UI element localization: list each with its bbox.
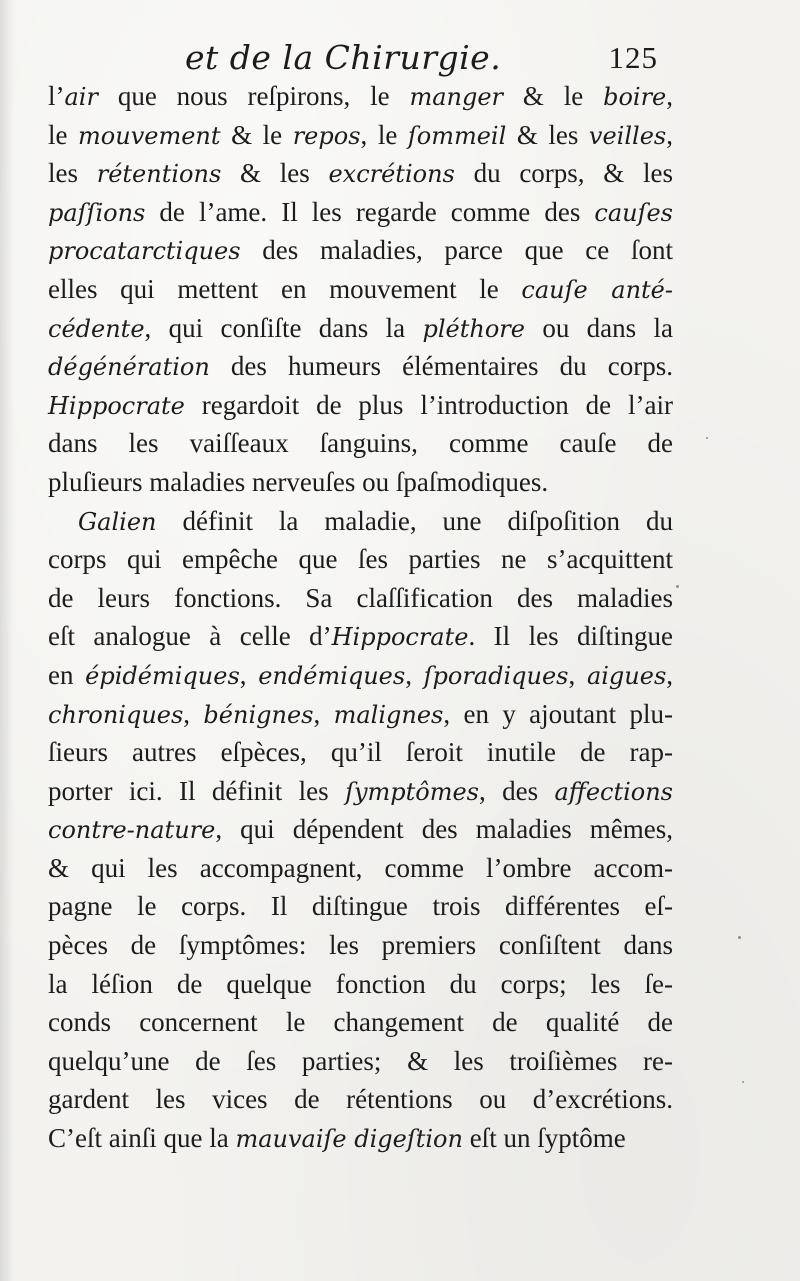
text-run: eſt analogue à celle d’ xyxy=(48,621,332,652)
italic-term: excrétions xyxy=(328,160,455,189)
text-line xyxy=(48,579,673,618)
italic-term: ſymptômes xyxy=(345,777,479,806)
text-run: de l’ame. Il les regarde comme des xyxy=(145,196,595,227)
text-run: , xyxy=(183,698,204,729)
italic-term: cédente xyxy=(48,314,145,343)
ink-speck xyxy=(706,437,708,439)
text-line xyxy=(48,926,673,965)
text-line xyxy=(48,347,673,386)
italic-term: Hippocrate xyxy=(48,391,185,420)
text-line xyxy=(48,424,673,463)
text-run: , xyxy=(239,659,259,690)
text-run: ſieurs autres eſpèces, qu’il ſeroit inutile de rap- xyxy=(48,737,673,768)
text-line xyxy=(48,502,673,541)
italic-term: ſporadiques xyxy=(423,661,569,690)
text-run: gardent les vices de rétentions ou d’excrétions. xyxy=(48,1084,673,1115)
text-line xyxy=(48,154,673,193)
text-run: , xyxy=(666,81,673,111)
italic-term: chroniques xyxy=(48,700,184,729)
italic-term: affections xyxy=(554,777,673,806)
italic-term: cauſe anté- xyxy=(521,275,673,304)
text-run: regardoit de plus l’introduction de l’air xyxy=(184,389,673,420)
italic-term: contre-nature xyxy=(48,816,216,845)
text-run: & les xyxy=(221,158,329,189)
text-line xyxy=(48,463,673,502)
text-run: que nous reſpirons, le xyxy=(97,81,410,111)
text-line xyxy=(48,810,673,849)
text-run: dans les vaiſſeaux ſanguins, comme cauſe de xyxy=(48,428,673,459)
text-run: de leurs fonctions. Sa claſſification des maladies xyxy=(48,582,673,613)
text-line xyxy=(48,1003,673,1042)
italic-term: mauvaiſe digeſtion xyxy=(235,1125,463,1154)
text-line xyxy=(48,193,673,232)
italic-term: mouvement xyxy=(78,121,221,150)
text-run: , des xyxy=(479,775,555,806)
body-text xyxy=(48,77,673,1158)
italic-term: rétentions xyxy=(96,160,222,189)
text-run: , en y ajoutant plu- xyxy=(443,698,674,729)
text-run: pèces de ſymptômes: les premiers conſiſtent dans xyxy=(48,930,673,961)
text-line xyxy=(48,772,673,811)
text-line xyxy=(48,1119,673,1158)
italic-term: paſſions xyxy=(48,198,146,227)
text-line xyxy=(48,1042,673,1081)
text-line xyxy=(48,77,673,116)
text-run: & qui les accompagnent, comme l’ombre accom- xyxy=(48,852,673,883)
text-run: & les xyxy=(506,119,589,150)
text-line xyxy=(48,1080,673,1119)
italic-term: air xyxy=(64,83,98,111)
text-line xyxy=(48,656,673,695)
text-line xyxy=(48,887,673,926)
page-edge-shadow xyxy=(0,0,14,1281)
text-run: C’eſt ainſi que la xyxy=(48,1123,236,1154)
text-line xyxy=(48,617,673,656)
italic-term: aigues xyxy=(586,661,667,690)
text-run: pluſieurs maladies nerveuſes ou ſpaſmodiques. xyxy=(48,466,549,497)
text-run: le xyxy=(48,119,79,150)
text-run: , xyxy=(666,119,673,150)
italic-term: boire xyxy=(603,83,667,111)
text-run: , le xyxy=(360,119,408,150)
text-line xyxy=(48,270,673,309)
text-line xyxy=(48,733,673,772)
ink-speck xyxy=(738,936,741,939)
italic-term: veilles xyxy=(588,121,667,150)
italic-term: cauſes xyxy=(594,198,673,227)
text-run: , xyxy=(313,698,334,729)
italic-term: malignes xyxy=(333,700,444,729)
italic-term: pléthore xyxy=(422,314,525,343)
text-run: des maladies, parce que ce ſont xyxy=(240,235,673,266)
text-line xyxy=(48,116,673,155)
italic-term: endémiques xyxy=(258,661,406,690)
text-run: , xyxy=(568,659,587,690)
text-run: , xyxy=(405,659,424,690)
italic-term: Hippocrate xyxy=(331,623,469,652)
text-run: les xyxy=(48,158,97,189)
text-run: en xyxy=(48,659,86,690)
italic-term: ſommeil xyxy=(407,121,507,150)
text-line xyxy=(48,540,673,579)
italic-term: repos xyxy=(292,121,361,150)
text-run: , qui dépendent des maladies mêmes, xyxy=(215,814,673,845)
running-title: et de la Chirurgie. xyxy=(185,38,502,77)
text-run: pagne le corps. Il diſtingue trois différentes eſ- xyxy=(48,891,673,922)
italic-term: bénignes xyxy=(203,700,314,729)
text-run: conds concernent le changement de qualité de xyxy=(48,1007,673,1038)
text-run: l’ xyxy=(48,81,65,111)
text-line xyxy=(48,849,673,888)
text-run: , xyxy=(666,659,674,690)
text-run: définit la maladie, une diſpoſition du xyxy=(156,505,673,536)
text-run: . Il les diſtingue xyxy=(468,621,673,652)
text-run: & le xyxy=(503,81,604,111)
text-run: ou dans la xyxy=(524,312,674,343)
text-line xyxy=(48,386,673,425)
text-run: corps qui empêche que ſes parties ne s’acquittent xyxy=(48,544,673,575)
text-run: des humeurs élémentaires du corps. xyxy=(209,351,673,382)
ink-speck xyxy=(676,585,679,588)
text-run: eſt un ſyptôme xyxy=(462,1123,626,1154)
text-run: , qui conſiſte dans la xyxy=(144,312,423,343)
italic-term: dégénération xyxy=(48,353,210,382)
text-run: quelqu’une de ſes parties; & les troiſièmes re- xyxy=(48,1045,673,1076)
text-run: elles qui mettent en mouvement le xyxy=(48,273,522,304)
italic-term: Galien xyxy=(78,507,157,536)
text-line xyxy=(48,231,673,270)
text-run: porter ici. Il définit les xyxy=(48,775,346,806)
text-line xyxy=(48,695,673,734)
page-number: 125 xyxy=(608,40,658,75)
italic-term: épidémiques xyxy=(85,661,240,690)
italic-term: manger xyxy=(409,83,504,111)
text-run: la léſion de quelque fonction du corps; les ſe- xyxy=(48,968,673,999)
ink-speck xyxy=(742,1081,744,1083)
text-line xyxy=(48,309,673,348)
text-run: du corps, & les xyxy=(454,158,673,189)
italic-term: procatarctiques xyxy=(48,237,241,266)
text-line xyxy=(48,965,673,1004)
text-run: & le xyxy=(220,119,293,150)
